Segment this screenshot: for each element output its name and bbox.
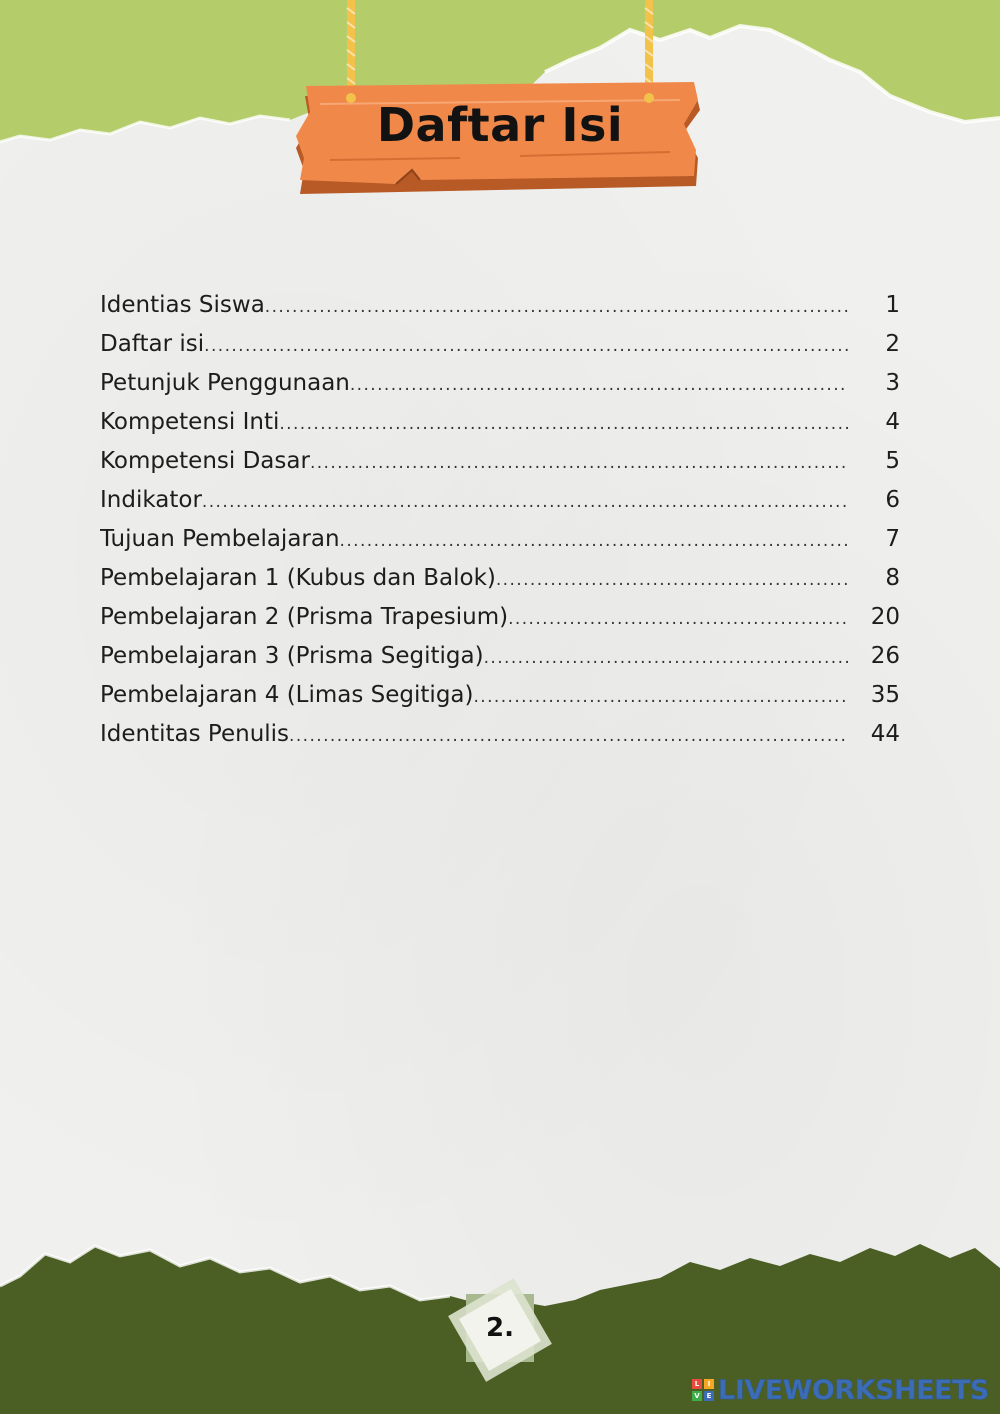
toc-entry-title: Pembelajaran 3 (Prisma Segitiga) [100, 643, 484, 669]
logo-letter: L [692, 1379, 702, 1389]
toc-entry [100, 565, 900, 604]
toc-entry [100, 721, 900, 760]
table-of-contents [100, 292, 900, 760]
toc-entry [100, 448, 900, 487]
toc-entry [100, 292, 900, 331]
toc-dot-leader [484, 648, 848, 668]
toc-dot-leader [340, 531, 848, 551]
toc-entry-page: 2 [885, 331, 900, 357]
toc-entry-page: 8 [885, 565, 900, 591]
toc-dot-leader [289, 726, 848, 746]
toc-entry [100, 331, 900, 370]
toc-dot-leader [474, 687, 849, 707]
toc-entry-page: 5 [885, 448, 900, 474]
page-number: 2. [486, 1313, 514, 1343]
toc-entry [100, 487, 900, 526]
toc-entry-title: Identias Siswa [100, 292, 265, 318]
toc-entry-title: Kompetensi Inti [100, 409, 280, 435]
toc-entry-page: 1 [885, 292, 900, 318]
page-title: Daftar Isi [376, 98, 624, 152]
toc-dot-leader [350, 375, 848, 395]
toc-entry-page: 44 [870, 721, 900, 747]
toc-entry-title: Indikator [100, 487, 202, 513]
toc-entry-title: Pembelajaran 4 (Limas Segitiga) [100, 682, 474, 708]
toc-entry [100, 682, 900, 721]
toc-entry-title: Identitas Penulis [100, 721, 290, 747]
toc-entry [100, 409, 900, 448]
toc-dot-leader [508, 609, 848, 629]
toc-dot-leader [265, 297, 848, 317]
toc-dot-leader [279, 414, 848, 434]
watermark [692, 1374, 989, 1406]
toc-entry-page: 20 [870, 604, 900, 630]
liveworksheets-logo-icon [692, 1379, 714, 1401]
toc-dot-leader [204, 336, 848, 356]
toc-entry [100, 643, 900, 682]
toc-entry-page: 26 [870, 643, 900, 669]
toc-entry-title: Tujuan Pembelajaran [100, 526, 340, 552]
toc-entry-title: Pembelajaran 1 (Kubus dan Balok) [100, 565, 496, 591]
toc-dot-leader [496, 570, 848, 590]
toc-entry-page: 7 [885, 526, 900, 552]
toc-entry-page: 6 [885, 487, 900, 513]
toc-entry-page: 4 [885, 409, 900, 435]
watermark-text: LIVEWORKSHEETS [718, 1374, 989, 1406]
toc-entry-page: 3 [885, 370, 900, 396]
toc-entry-title: Pembelajaran 2 (Prisma Trapesium) [100, 604, 509, 630]
toc-dot-leader [310, 453, 848, 473]
toc-entry-page: 35 [870, 682, 900, 708]
toc-entry-title: Petunjuk Penggunaan [100, 370, 350, 396]
logo-letter: V [692, 1391, 702, 1401]
toc-entry [100, 526, 900, 565]
toc-entry [100, 604, 900, 643]
toc-entry-title: Daftar isi [100, 331, 205, 357]
logo-letter: I [704, 1379, 714, 1389]
toc-entry-title: Kompetensi Dasar [100, 448, 310, 474]
logo-letter: E [704, 1391, 714, 1401]
toc-entry [100, 370, 900, 409]
toc-dot-leader [202, 492, 848, 512]
